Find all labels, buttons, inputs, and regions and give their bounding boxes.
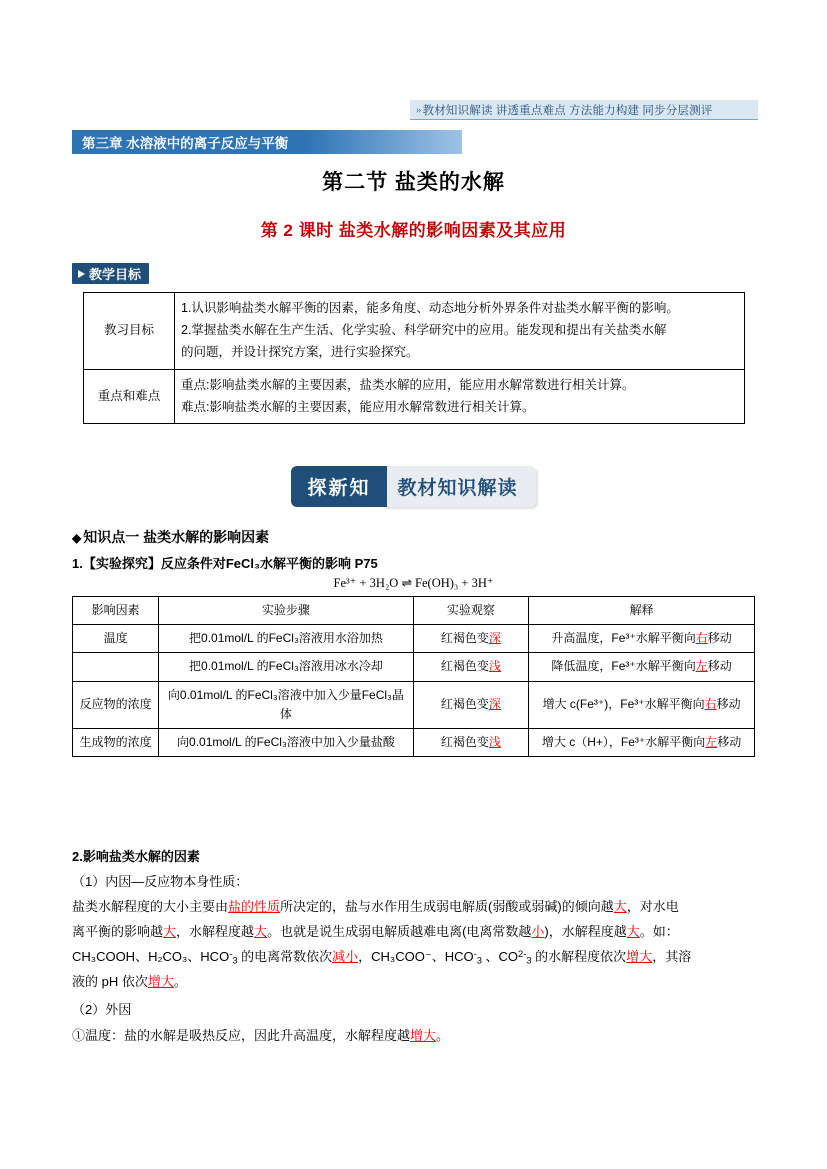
cell-factor: 反应物的浓度 (73, 681, 159, 728)
text-fragment: 、CO (481, 949, 519, 964)
exp-suffix: 移动 (716, 697, 741, 712)
charge-subscript: 3 (476, 955, 482, 966)
objective-line: 的问题，并设计探究方案，进行实验探究。 (181, 344, 419, 359)
text-fragment: ，CH₃COO⁻、HCO (358, 949, 474, 964)
exp-answer: 右 (695, 631, 708, 646)
text-fragment: ，对水电 (626, 899, 679, 914)
table-row (73, 653, 755, 681)
body-line-3 (72, 947, 762, 967)
teaching-objective-label: 教学目标 (89, 267, 142, 282)
obs-answer: 浅 (488, 659, 501, 674)
text-fragment: 。 (436, 1028, 450, 1043)
subsection-heading: 2.影响盐类水解的因素 (72, 849, 200, 864)
chemical-equation: Fe³⁺ + 3H₂O ⇌ Fe(OH)₃ + 3H⁺ (333, 576, 494, 590)
keypoint-line: 难点:影响盐类水解的主要因素，能应用水解常数进行相关计算。 (181, 399, 535, 414)
table-header-row (73, 597, 755, 625)
exp-suffix: 移动 (707, 659, 732, 674)
objective-line: 2.掌握盐类水解在生产生活、化学实验、科学研究中的应用。能发现和提出有关盐类水解 (181, 322, 667, 337)
experiment-heading: 1.【实验探究】反应条件对FeCl₃水解平衡的影响 P75 (72, 556, 378, 571)
table-row (84, 293, 745, 370)
text-fragment: 的水解程度依次 (531, 949, 627, 964)
answer-fragment: 大 (163, 924, 177, 939)
cell-factor: 生成物的浓度 (73, 728, 159, 756)
header-banner (410, 100, 758, 120)
charge-subscript: 3 (232, 955, 238, 966)
keypoint-row-label: 重点和难点 (84, 369, 175, 424)
cell-explanation (529, 728, 755, 756)
answer-fragment: 大 (254, 924, 268, 939)
body-line-5 (72, 1026, 762, 1046)
objective-line: 1.认识影响盐类水解平衡的因素，能多角度、动态地分析外界条件对盐类水解平衡的影响。 (181, 301, 679, 315)
exp-suffix: 移动 (707, 631, 732, 646)
charge-subscript: 3 (526, 955, 532, 966)
experiment-table (72, 596, 755, 757)
obs-prefix: 红褐色变 (440, 659, 489, 674)
charge-superscript: - (229, 949, 233, 960)
cell-explanation (529, 681, 755, 728)
table-row (73, 681, 755, 728)
answer-fragment: 大 (613, 899, 627, 914)
section-banner (0, 466, 827, 507)
header-banner-text: 教材知识解读 讲透重点难点 方法能力构建 同步分层测评 (422, 104, 713, 117)
outer-factor-label: （2）外因 (72, 1002, 132, 1017)
exp-prefix: 降低温度，Fe³⁺水解平衡向 (551, 659, 696, 674)
text-fragment: 。 (173, 974, 187, 989)
keypoint-row-content (175, 369, 745, 424)
objective-row-label: 教习目标 (84, 293, 175, 370)
column-header-step: 实验步骤 (159, 597, 413, 625)
text-fragment: 液的 pH 依次 (72, 974, 148, 989)
answer-fragment: 增大 (147, 974, 174, 989)
obs-prefix: 红褐色变 (440, 697, 489, 712)
cell-observation (413, 681, 529, 728)
obs-answer: 浅 (488, 734, 501, 749)
charge-superscript: - (473, 949, 477, 960)
inner-factor-label: （1）内因—反应物本身性质： (72, 874, 249, 889)
column-header-explanation: 解释 (529, 597, 755, 625)
obs-prefix: 红褐色变 (440, 631, 489, 646)
objective-row-content (175, 293, 745, 370)
knowledge-point-heading (72, 527, 269, 547)
exp-prefix: 升高温度，Fe³⁺水解平衡向 (551, 631, 696, 646)
text-fragment: CH₃COOH、H₂CO₃、HCO (72, 949, 230, 964)
text-fragment: ，水解程度越 (176, 924, 255, 939)
exp-prefix: 增大 c（H+），Fe³⁺水解平衡向 (541, 734, 706, 749)
answer-fragment: 减小 (332, 949, 359, 964)
column-header-factor: 影响因素 (73, 597, 159, 625)
cell-observation (413, 653, 529, 681)
banner-right-label: 教材知识解读 (384, 466, 536, 507)
text-fragment: 盐类水解程度的大小主要由 (72, 899, 229, 914)
diamond-bullet-icon: ◆ (72, 531, 82, 545)
exp-answer: 左 (705, 734, 718, 749)
body-line-1 (72, 897, 762, 917)
lesson-subtitle: 第 2 课时 盐类水解的影响因素及其应用 (260, 221, 567, 240)
banner-left-label: 探新知 (291, 466, 386, 507)
table-row (73, 625, 755, 653)
cell-step: 把0.01mol/L 的FeCl₃溶液用水浴加热 (159, 625, 413, 653)
cell-explanation (529, 625, 755, 653)
exp-answer: 左 (695, 659, 708, 674)
cell-step: 向0.01mol/L 的FeCl₃溶液中加入少量FeCl₃晶体 (159, 681, 413, 728)
text-fragment: 。也就是说生成弱电解质越难电离(电离常数越 (267, 924, 532, 939)
cell-step: 向0.01mol/L 的FeCl₃溶液中加入少量盐酸 (159, 728, 413, 756)
text-fragment: 离平衡的影响越 (72, 924, 164, 939)
knowledge-point-text: 知识点一 盐类水解的影响因素 (83, 529, 270, 545)
column-header-observation: 实验观察 (413, 597, 529, 625)
cell-observation (413, 728, 529, 756)
play-triangle-icon (78, 270, 85, 278)
text-fragment: 。如： (639, 924, 679, 939)
table-row (84, 369, 745, 424)
body-line-2 (72, 922, 762, 942)
objective-table (83, 292, 745, 424)
cell-explanation (529, 653, 755, 681)
answer-fragment: 盐的性质 (228, 899, 281, 914)
text-fragment: ①温度：盐的水解是吸热反应，因此升高温度，水解程度越 (72, 1028, 411, 1043)
table-row (73, 728, 755, 756)
cell-step: 把0.01mol/L 的FeCl₃溶液用冰水冷却 (159, 653, 413, 681)
cell-factor: 温度 (73, 625, 159, 653)
obs-prefix: 红褐色变 (440, 734, 489, 749)
text-fragment: 的电离常数依次 (237, 949, 333, 964)
answer-fragment: 大 (626, 924, 640, 939)
keypoint-line: 重点:影响盐类水解的主要因素，盐类水解的应用，能应用水解常数进行相关计算。 (181, 377, 635, 392)
answer-fragment: 小 (531, 924, 545, 939)
cell-observation (413, 625, 529, 653)
chapter-bar: 第三章 水溶液中的离子反应与平衡 (72, 130, 462, 154)
text-fragment: ，其溶 (652, 949, 692, 964)
teaching-objective-tag (72, 263, 149, 284)
double-chevron-icon: » (416, 103, 420, 116)
charge-superscript: 2- (518, 949, 527, 960)
answer-fragment: 增大 (626, 949, 653, 964)
answer-fragment: 增大 (410, 1028, 437, 1043)
page-title: 第二节 盐类的水解 (322, 171, 505, 194)
cell-factor (73, 653, 159, 681)
exp-prefix: 增大 c(Fe³⁺)，Fe³⁺水解平衡向 (542, 697, 705, 712)
obs-answer: 深 (488, 631, 501, 646)
obs-answer: 深 (488, 697, 501, 712)
body-line-4 (72, 972, 762, 992)
text-fragment: 所决定的，盐与水作用生成弱电解质(弱酸或弱碱)的倾向越 (280, 899, 614, 914)
text-fragment: )，水解程度越 (544, 924, 627, 939)
exp-answer: 右 (704, 697, 717, 712)
exp-suffix: 移动 (717, 734, 742, 749)
